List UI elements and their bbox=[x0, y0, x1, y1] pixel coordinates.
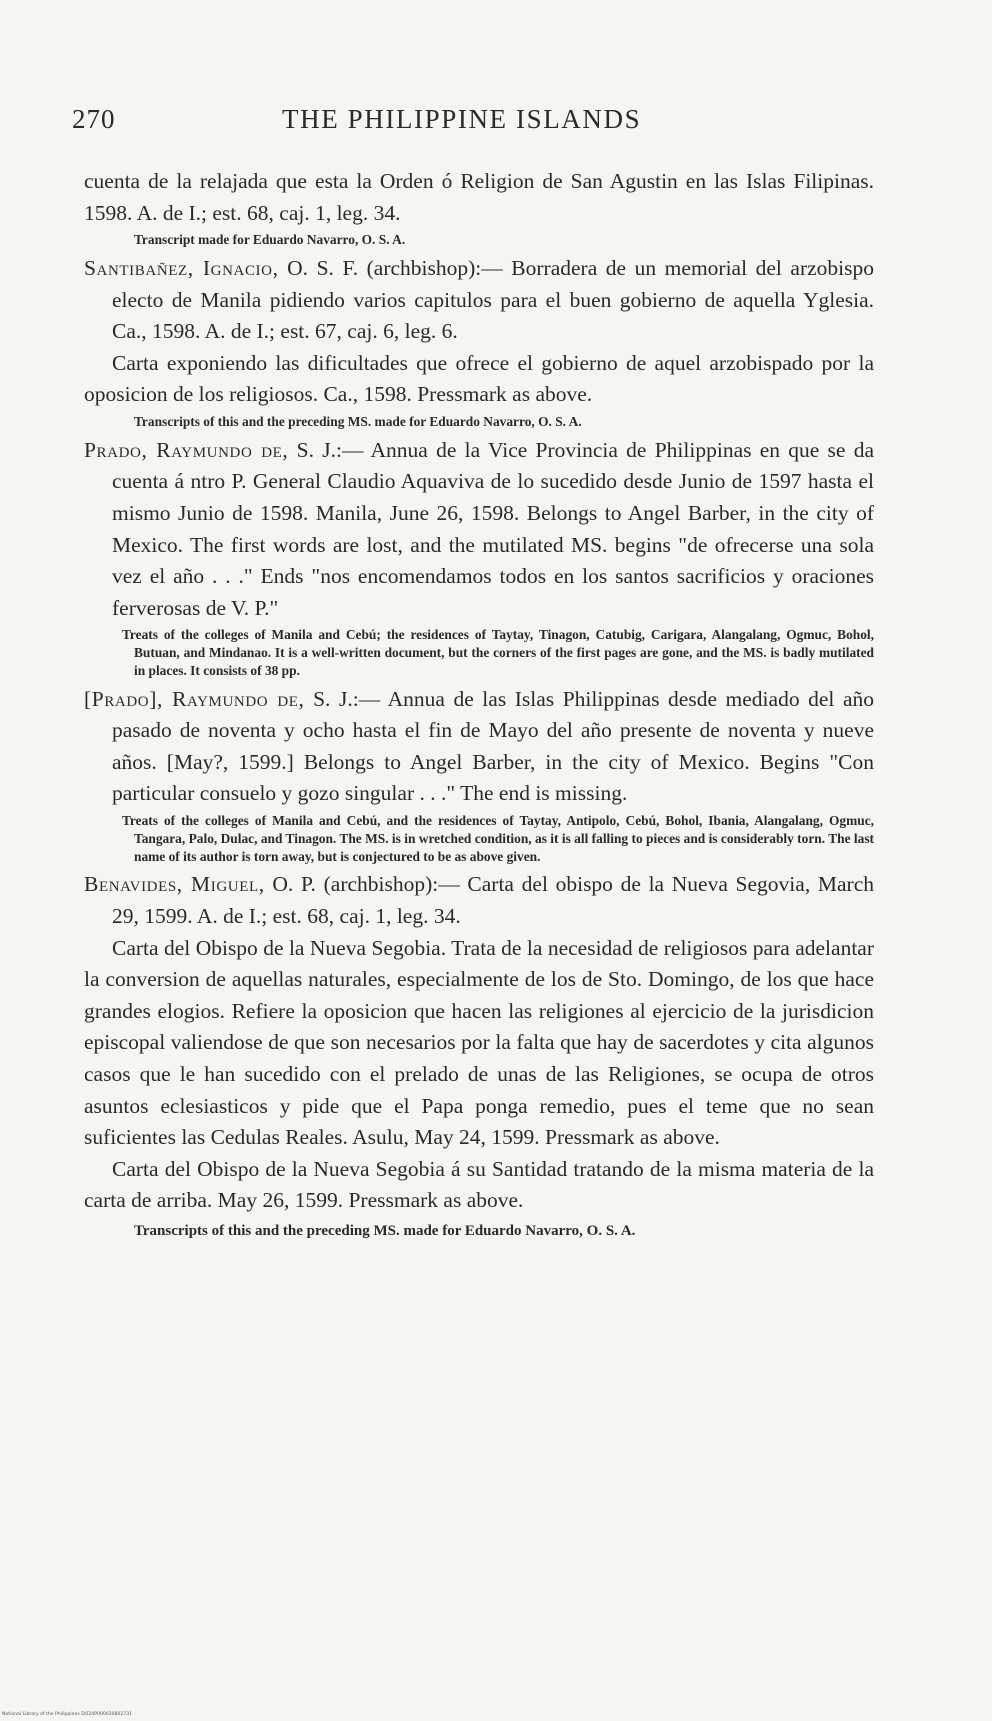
entry-prado-1598 bbox=[84, 435, 874, 680]
entry-continuation: Carta exponiendo las dificultades que ofrece el gobierno de aquel arzobispado por la oposicion de los religiosos. Ca., 1598. Pressmark as above. bbox=[84, 350, 874, 407]
content-note: Treats of the colleges of Manila and Cebú, and the residences of Taytay, Antipolo, Cebú, Bohol, Ibania, Alangalang, Ogmuc, Tangara, Palo, Dulac, and Tinagon. The MS. is in wretched condition, as it is all falling to pieces and is considerably torn. The last name of its author is torn away, but is conjectured to be as above given. bbox=[122, 813, 874, 864]
content-note: Treats of the colleges of Manila and Cebú; the residences of Taytay, Tinagon, Catubig, Carigara, Alangalang, Ogmuc, Bohol, Butuan, and Mindanao. It is a well-written document, but the corners of the first pages are gone, and the MS. is badly mutilated in places. It consists of 38 pp. bbox=[122, 627, 874, 678]
author-name: Prado, Raymundo de, bbox=[84, 437, 289, 462]
letter-summary-2: Carta del Obispo de la Nueva Segobia á su Santidad tratando de la misma materia de la carta de arriba. May 26, 1599. Pressmark as above. bbox=[84, 1156, 874, 1213]
author-name: Benavides, Miguel, bbox=[84, 872, 265, 897]
running-title: THE PHILIPPINE ISLANDS bbox=[282, 104, 642, 134]
transcript-note: Transcript made for Eduardo Navarro, O. S. A. bbox=[134, 232, 406, 248]
transcript-note: Transcripts of this and the preceding MS. made for Eduardo Navarro, O. S. A. bbox=[134, 413, 582, 429]
entry-text bbox=[84, 435, 874, 625]
entry-description: O. P. (archbishop):— Carta del obispo de la Nueva Segovia, March 29, 1599. A. de I.; est. 68, caj. 1, leg. 34. bbox=[112, 872, 874, 929]
entry-text: cuenta de la relajada que esta la Orden ó Religion de San Agustin en las Islas Filipinas. 1598. A. de I.; est. 68, caj. 1, leg. 34. bbox=[84, 169, 874, 225]
entry-relajada bbox=[84, 166, 874, 249]
author-name: [Prado], Raymundo de, bbox=[84, 686, 305, 711]
entry-text bbox=[84, 253, 874, 348]
entry-santibanez bbox=[84, 253, 874, 431]
transcript-note: Transcripts of this and the preceding MS. made for Eduardo Navarro, O. S. A. bbox=[134, 1223, 636, 1239]
entry-benavides bbox=[84, 869, 874, 1240]
entry-prado-1599 bbox=[84, 684, 874, 866]
letter-summary: Carta del Obispo de la Nueva Segobia. Trata de la necesidad de religiosos para adelantar la conversion de aquellas naturales, especialmente de los de Sto. Domingo, de los que hace grandes elogios. Refiere la oposicion que hacen las religiones al ejercicio de la jurisdicion episcopal valiendose de que son necesarios por la falta que hay de sacerdotes y cita algunos casos que le han sucedido con el prelado de unas de las Religiones, se ocupa de otros asuntos eclesiasticos y pide que el Papa ponga remedio, pues el teme que no sean suficientes las Cedulas Reales. Asulu, May 24, 1599. Pressmark as above. bbox=[84, 935, 874, 1150]
bibliography-body bbox=[84, 166, 874, 1245]
entry-description: S. J.:— Annua de las Islas Philippinas desde mediado del año pasado de noventa y ocho hasta el fin de Mayo del año presente de noventa y nueve años. [May?, 1599.] Belongs to Angel Barber, in the city of Mexico. Begins "Con particular consuelo y gozo singular . . ." The end is missing. bbox=[112, 686, 875, 806]
entry-description: S. J.:— Annua de la Vice Provincia de Philippinas en que se da cuenta á ntro P. General Claudio Aquaviva de lo sucedido desde Junio de 1597 hasta el mismo Junio de 1598. Manila, June 26, 1598. Belongs to Angel Barber, in the city of Mexico. The first words are lost, and the mutilated MS. begins "de ofrecerse una sola vez el año . . ." Ends "nos encomendamos todos en los santos sacrificios y oraciones ferverosas de V. P." bbox=[112, 437, 875, 620]
entry-description: O. S. F. (archbishop):— Borradera de un memorial del arzobispo electo de Manila pidiendo varios capitulos para el buen gobierno de aquella Yglesia. Ca., 1598. A. de I.; est. 67, caj. 6, leg. 6. bbox=[112, 255, 875, 344]
page-number: 270 bbox=[72, 104, 116, 134]
author-name: Santibañez, Ignacio, bbox=[84, 255, 279, 280]
entry-text bbox=[84, 869, 874, 932]
entry-text bbox=[84, 684, 874, 810]
scan-credit: National Library of the Philippines DO24P000030802731 bbox=[2, 1712, 133, 1717]
